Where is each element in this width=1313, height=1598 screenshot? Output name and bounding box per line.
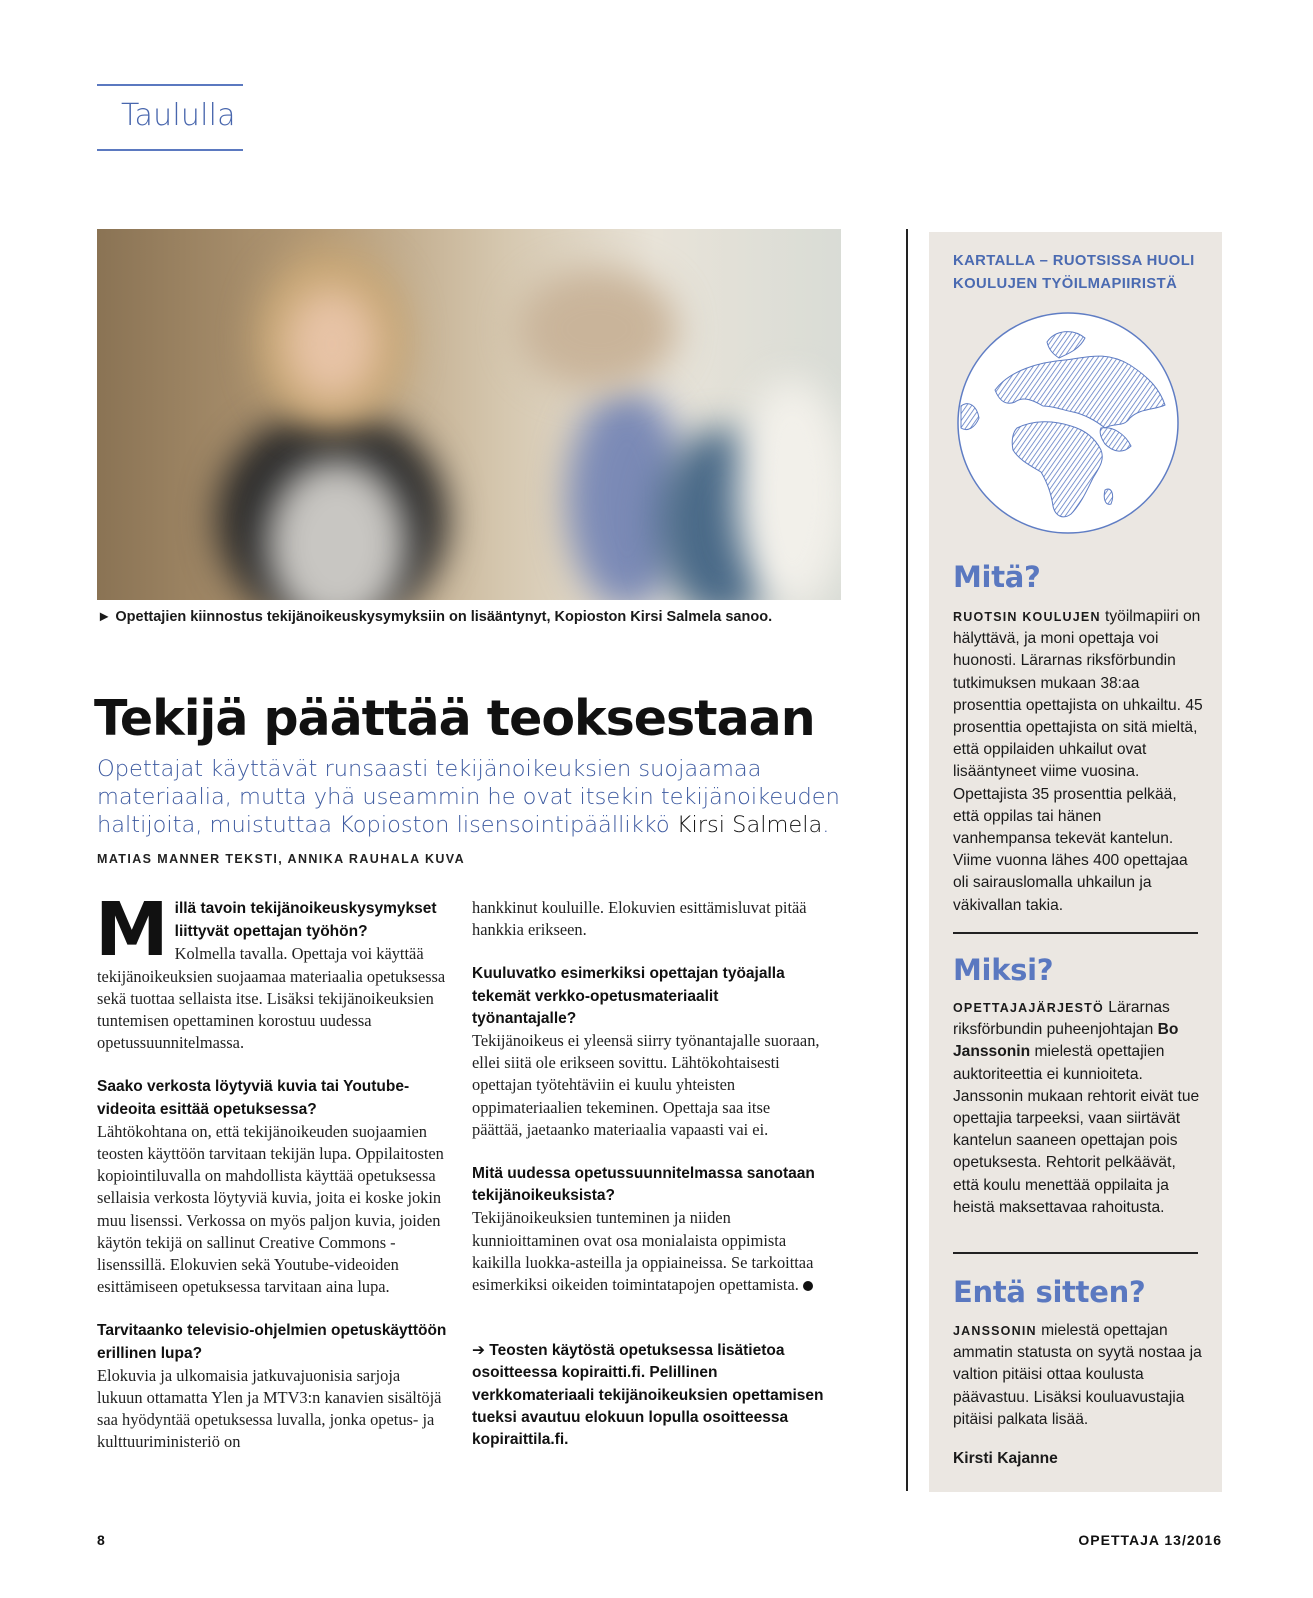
sidebar-rule-2 — [953, 1252, 1198, 1254]
page-number: 8 — [97, 1532, 106, 1548]
byline: MATIAS MANNER TEKSTI, ANNIKA RAUHALA KUVA — [97, 852, 466, 866]
text-why-name: Bo Janssonin — [953, 1021, 1179, 1061]
portrait-photo — [97, 229, 841, 600]
sidebar-rule-1 — [953, 932, 1198, 934]
publication-name: OPETTAJA 13/2016 — [1078, 1532, 1222, 1548]
section-label: Taululla — [121, 98, 236, 133]
answer-3: Elokuvia ja ulkomaisia jatkuvajuonisia sarjoja lukuun ottamatta Ylen ja MTV3:n kanavien sisältöjä saa hyödyntää opetuksessa luvalla, jonka opetus- ja kulttuuriministeriö on — [97, 1365, 442, 1452]
label-why: OPETTAJAJÄRJESTÖ — [953, 1001, 1104, 1015]
globe-icon — [955, 310, 1181, 536]
answer-1: Kolmella tavalla. Opettaja voi käyttää tekijänoikeuksien suojaamaa materiaalia opetuksessa sekä tuottaa sellaista itse. Lisäksi tekijänoikeuksien tuntemisen opettaminen korostuu uudessa opetussuunnitelmassa. — [97, 944, 446, 1053]
text-what-then: mielestä opettajan ammatin statusta on syytä nostaa ja valtion pitäisi ottaa koulusta päävastuu. Lisäksi kouluavustajia pitäisi palkata lisää. — [953, 1322, 1202, 1428]
question-3: Tarvitaanko televisio-ohjelmien opetuskäyttöön erillinen lupa? — [97, 1322, 447, 1362]
question-5: Mitä uudessa opetussuunnitelmassa sanotaan tekijänoikeuksista? — [472, 1165, 815, 1205]
text-why-b: mielestä opettajien auktoriteettia ei kunnioiteta. Janssonin mukaan rehtorit eivät tue opettajia tarpeeksi, vaan siirtävät kantelun saaneen opettajan pois opetuksesta. Rehtorit pelkäävät, että koulu menettää oppilaita ja heistä maksettavaa rahoitusta. — [953, 1043, 1200, 1216]
question-4: Kuuluvatko esimerkiksi opettajan työajalla tekemät verkko-opetusmateriaalit työnantajalle? — [472, 965, 785, 1027]
sidebar-text-what-then — [953, 1320, 1203, 1431]
column-divider — [906, 229, 908, 1491]
article-headline: Tekijä päättää teoksestaan — [94, 690, 815, 747]
answer-3-continued: hankkinut kouluille. Elokuvien esittämisluvat pitää hankkia erikseen. — [472, 898, 807, 940]
section-rule-top — [97, 84, 243, 86]
more-info-links[interactable]: ➔ Teosten käytöstä opetuksessa lisätietoa osoitteessa kopiraitti.fi. Pelillinen verkkomateriaali tekijänoikeuksien opettamisen tueksi avautuu elokuun lopulla osoitteessa kopiraittila.fi. — [472, 1342, 824, 1449]
photo-caption: ► Opettajien kiinnostus tekijänoikeuskysymyksiin on lisääntynyt, Kopioston Kirsi Salmela sanoo. — [97, 609, 773, 625]
answer-5-text: Tekijänoikeuksien tunteminen ja niiden kunnioittaminen ovat osa monialaista oppimista kaikilla luokka-asteilla ja oppiaineissa. Se tarkoittaa esimerkiksi oikeiden toimintatapojen opettamista. — [472, 1208, 814, 1295]
sidebar-signature: Kirsti Kajanne — [953, 1450, 1058, 1467]
answer-5 — [472, 1207, 824, 1296]
sidebar-text-what — [953, 606, 1203, 917]
label-what: RUOTSIN KOULUJEN — [953, 610, 1101, 624]
sidebar-text-why — [953, 997, 1203, 1219]
end-mark-icon — [803, 1281, 813, 1291]
answer-2: Lähtökohtana on, että tekijänoikeuden suojaamien teosten käyttöön tarvitaan tekijän lupa. Oppilaitosten kopiointiluvalla on mahdollista käyttää opetuksessa sellaisia verkosta löytyviä kuvia, joita ei koske jokin muu lisenssi. Verkossa on myös paljon kuvia, joiden käytön tekijä on sallinut Creative Commons -lisenssillä. Elokuvien sekä Youtube-videoiden esittämiseen opetuksessa tarvitaan aina lupa. — [97, 1121, 444, 1297]
body-column-1 — [95, 887, 449, 1454]
drop-cap: M — [95, 887, 169, 973]
article-lead — [97, 755, 857, 839]
lead-name: Kirsi Salmela — [676, 812, 823, 838]
sidebar-title-what: Mitä? — [953, 560, 1041, 594]
text-why-a: Lärarnas riksförbundin puheenjohtajan — [953, 999, 1170, 1039]
text-what: työilmapiiri on hälyttävä, ja moni opettaja voi huonosti. Lärarnas riksförbundin tutkimuksen mukaan 38:aa prosenttia opettajista on uhkailtu. 45 prosenttia opettajista on sitä mieltä, että oppilaiden uhkailut ovat lisääntyneet viime vuosina. Opettajista 35 prosenttia pelkää, että oppilas tai hänen vanhempansa tekevät kantelun. Viime vuonna lähes 400 opettajaa oli sairauslomalla uhkailun ja väkivallan takia. — [953, 608, 1203, 914]
label-what-then: JANSSONIN — [953, 1324, 1037, 1338]
question-2: Saako verkosta löytyviä kuvia tai Youtube-videoita esittää opetuksessa? — [97, 1078, 410, 1118]
sidebar-title-what-then: Entä sitten? — [953, 1275, 1146, 1309]
section-rule-bottom — [97, 149, 243, 151]
body-column-2 — [472, 897, 824, 1451]
sidebar-title-why: Miksi? — [953, 953, 1054, 987]
question-1: illä tavoin tekijänoikeuskysymykset liittyvät opettajan työhön? — [174, 900, 437, 941]
lead-end: . — [822, 812, 830, 838]
sidebar-heading: KARTALLA – RUOTSISSA HUOLI KOULUJEN TYÖILMAPIIRISTÄ — [953, 253, 1195, 292]
answer-4: Tekijänoikeus ei yleensä siirry työnantajalle suoraan, ellei siitä ole erikseen sovittu. Lähtökohtaisesti opettajan työtehtäviin ei kuulu yhteisten oppimateriaalien tekeminen. Opettaja saa itse päättää, jaetaanko materiaalia vapaasti vai ei. — [472, 1031, 820, 1139]
lead-text: Opettajat käyttävät runsaasti tekijänoikeuksien suojaamaa materiaalia, mutta yhä useammin he ovat itsekin tekijänoikeuden haltijoita, muistuttaa Kopioston lisensointipäällikkö — [97, 756, 840, 838]
